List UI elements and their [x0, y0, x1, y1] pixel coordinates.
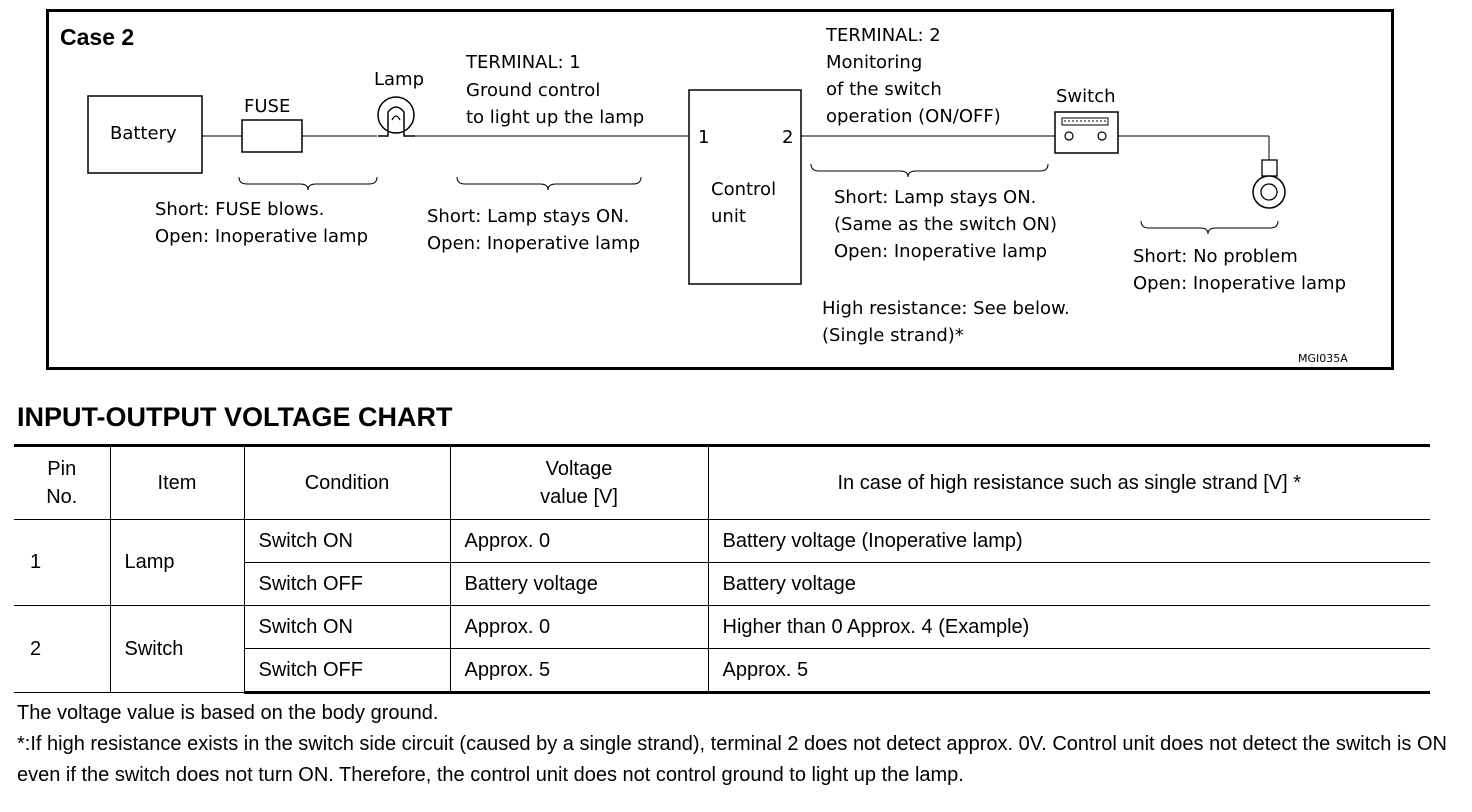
terminal2-note-short: Short: Lamp stays ON. — [834, 187, 1037, 208]
high-res-cell: Higher than 0 Approx. 4 (Example) — [708, 606, 1430, 649]
ground-icon — [1253, 160, 1285, 208]
high-resistance-note: High resistance: See below. — [822, 298, 1070, 319]
condition-cell: Switch ON — [244, 520, 450, 563]
high-res-cell: Approx. 5 — [708, 649, 1430, 693]
pin-cell: 2 — [14, 606, 110, 693]
voltage-cell: Approx. 0 — [450, 606, 708, 649]
header-item: Item — [110, 446, 244, 520]
terminal1-line2: Ground control — [466, 80, 601, 101]
terminal2-note-same: (Same as the switch ON) — [834, 214, 1058, 235]
circuit-diagram — [0, 0, 1472, 380]
header-voltage: Voltage value [V] — [450, 446, 708, 520]
lamp-label: Lamp — [374, 69, 425, 90]
terminal1-line1: TERMINAL: 1 — [466, 52, 581, 73]
terminal2-line4: operation (ON/OFF) — [826, 106, 1001, 127]
table-row — [14, 520, 1430, 563]
voltage-table — [14, 444, 1430, 694]
control-unit-line1: Control — [711, 179, 777, 200]
fuse-note-open: Open: Inoperative lamp — [155, 226, 369, 247]
terminal1-line3: to light up the lamp — [466, 107, 645, 128]
condition-cell: Switch OFF — [244, 649, 450, 693]
terminal1-note-short: Short: Lamp stays ON. — [427, 206, 630, 227]
figure-code: MGI035A — [1298, 352, 1348, 365]
high-res-cell: Battery voltage (Inoperative lamp) — [708, 520, 1430, 563]
terminal2-line2: Monitoring — [826, 52, 923, 73]
pin-cell: 1 — [14, 520, 110, 606]
switch-icon — [1055, 112, 1118, 153]
footnotes — [17, 698, 1457, 791]
fuse-note-short: Short: FUSE blows. — [155, 199, 325, 220]
voltage-cell: Battery voltage — [450, 563, 708, 606]
fuse-label: FUSE — [244, 96, 291, 117]
voltage-cell: Approx. 5 — [450, 649, 708, 693]
table-header-row — [14, 446, 1430, 520]
high-res-cell: Battery voltage — [708, 563, 1430, 606]
voltage-cell: Approx. 0 — [450, 520, 708, 563]
table-row — [14, 606, 1430, 649]
voltage-chart-title: INPUT-OUTPUT VOLTAGE CHART — [17, 402, 453, 432]
note-body-ground: The voltage value is based on the body ground. — [17, 702, 439, 724]
terminal2-line1: TERMINAL: 2 — [826, 25, 941, 46]
item-cell: Switch — [110, 606, 244, 693]
ground-note-open: Open: Inoperative lamp — [1133, 273, 1347, 294]
ground-note-short: Short: No problem — [1133, 246, 1298, 267]
control-unit-line2: unit — [711, 206, 746, 227]
condition-cell: Switch OFF — [244, 563, 450, 606]
header-pin: Pin No. — [14, 446, 110, 520]
battery-label: Battery — [110, 123, 177, 144]
case-title: Case 2 — [60, 24, 135, 50]
fuse-icon — [242, 120, 302, 152]
switch-label: Switch — [1056, 86, 1116, 107]
terminal1-note-open: Open: Inoperative lamp — [427, 233, 641, 254]
item-cell: Lamp — [110, 520, 244, 606]
terminal2-line3: of the switch — [826, 79, 942, 100]
terminal2-note-open: Open: Inoperative lamp — [834, 241, 1048, 262]
header-condition: Condition — [244, 446, 450, 520]
note-high-resistance: *:If high resistance exists in the switch side circuit (caused by a single strand), terminal 2 does not detect approx. 0V. Control unit does not detect the switch is ON even if the switch does not turn ON. Therefore, the control unit does not control ground to light up the lamp. — [17, 733, 1447, 786]
single-strand-note: (Single strand)* — [822, 325, 964, 346]
condition-cell: Switch ON — [244, 606, 450, 649]
lamp-icon — [378, 97, 415, 136]
pin2-label: 2 — [782, 127, 794, 148]
header-high-resistance: In case of high resistance such as single strand [V] * — [708, 446, 1430, 520]
pin1-label: 1 — [698, 127, 710, 148]
